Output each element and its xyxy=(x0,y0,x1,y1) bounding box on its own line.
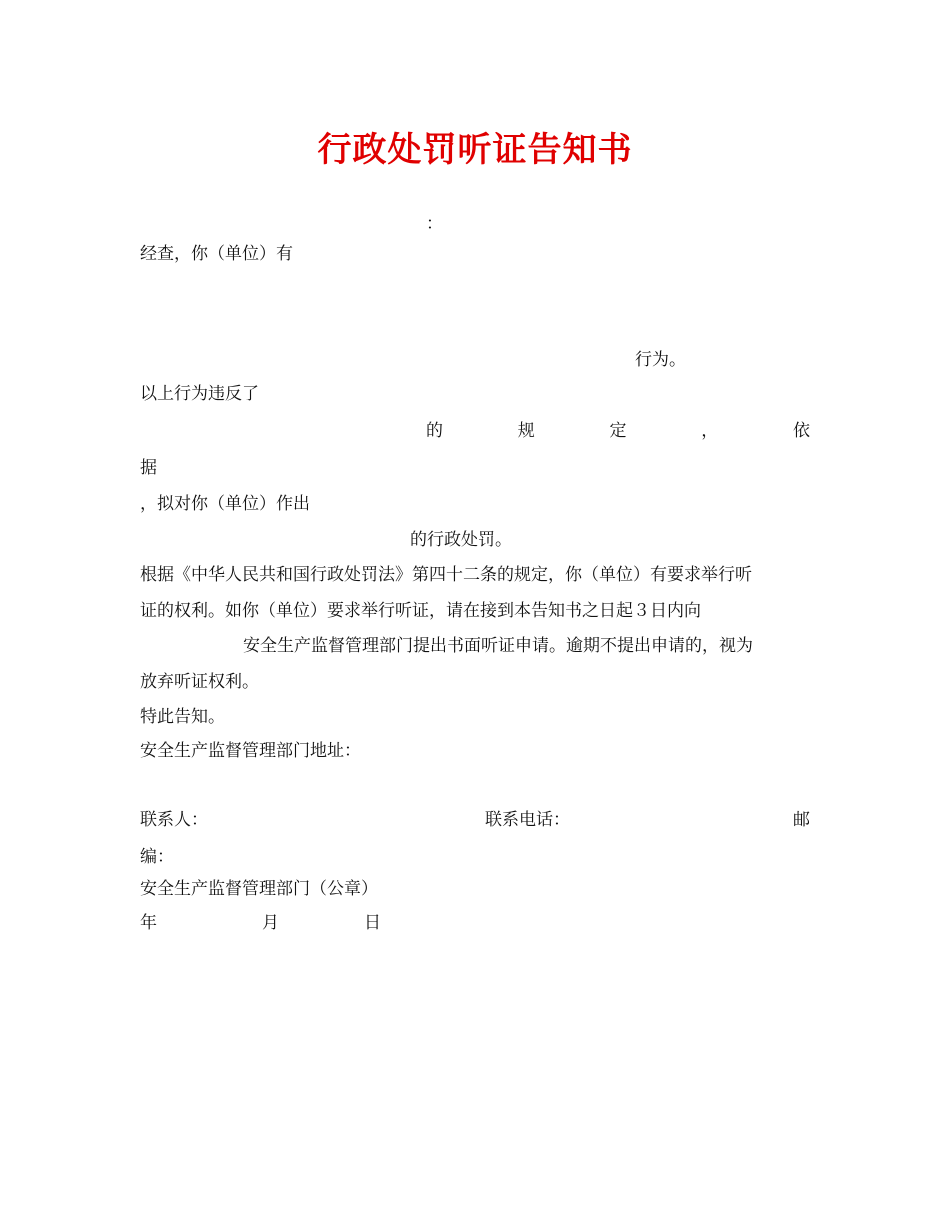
date-month: 月 xyxy=(262,913,279,933)
line-basis: 据 xyxy=(140,458,157,478)
address-label: 安全生产监督管理部门地址： xyxy=(140,741,361,761)
seal-line: 安全生产监督管理部门（公章） xyxy=(140,879,378,899)
notice-line: 特此告知。 xyxy=(140,707,225,727)
postcode-label-part-2: 编： xyxy=(140,847,174,867)
regulation-spread-line xyxy=(426,419,810,443)
line-propose: ，拟对你（单位）作出 xyxy=(140,494,310,514)
line-violates: 以上行为违反了 xyxy=(140,384,259,404)
hearing-paragraph-line-4: 放弃听证权利。 xyxy=(140,672,259,692)
hearing-paragraph-line-1: 根据《中华人民共和国行政处罚法》第四十二条的规定，你（单位）有要求举行听 xyxy=(140,565,752,585)
document-title: 行政处罚听证告知书 xyxy=(317,130,633,170)
line-found: 经查，你（单位）有 xyxy=(140,244,293,264)
line-penalty: 的行政处罚。 xyxy=(410,530,512,550)
spread-char: 依 xyxy=(793,421,810,441)
date-day: 日 xyxy=(364,913,381,933)
hearing-paragraph-line-2: 证的权利。如你（单位）要求举行听证，请在接到本告知书之日起３日内向 xyxy=(140,601,701,621)
contact-person-label: 联系人： xyxy=(140,810,208,830)
postcode-label-part-1: 邮 xyxy=(793,810,810,830)
hearing-paragraph-line-3: 安全生产监督管理部门提出书面听证申请。逾期不提出申请的，视为 xyxy=(243,636,753,656)
date-year: 年 xyxy=(140,913,157,933)
spread-char: ， xyxy=(701,421,719,441)
contact-phone-label: 联系电话： xyxy=(485,810,570,830)
line-behavior: 行为。 xyxy=(635,350,686,370)
addressee-colon: ： xyxy=(426,214,443,234)
spread-char: 规 xyxy=(517,421,535,441)
spread-char: 的 xyxy=(426,421,443,441)
spread-char: 定 xyxy=(609,421,627,441)
